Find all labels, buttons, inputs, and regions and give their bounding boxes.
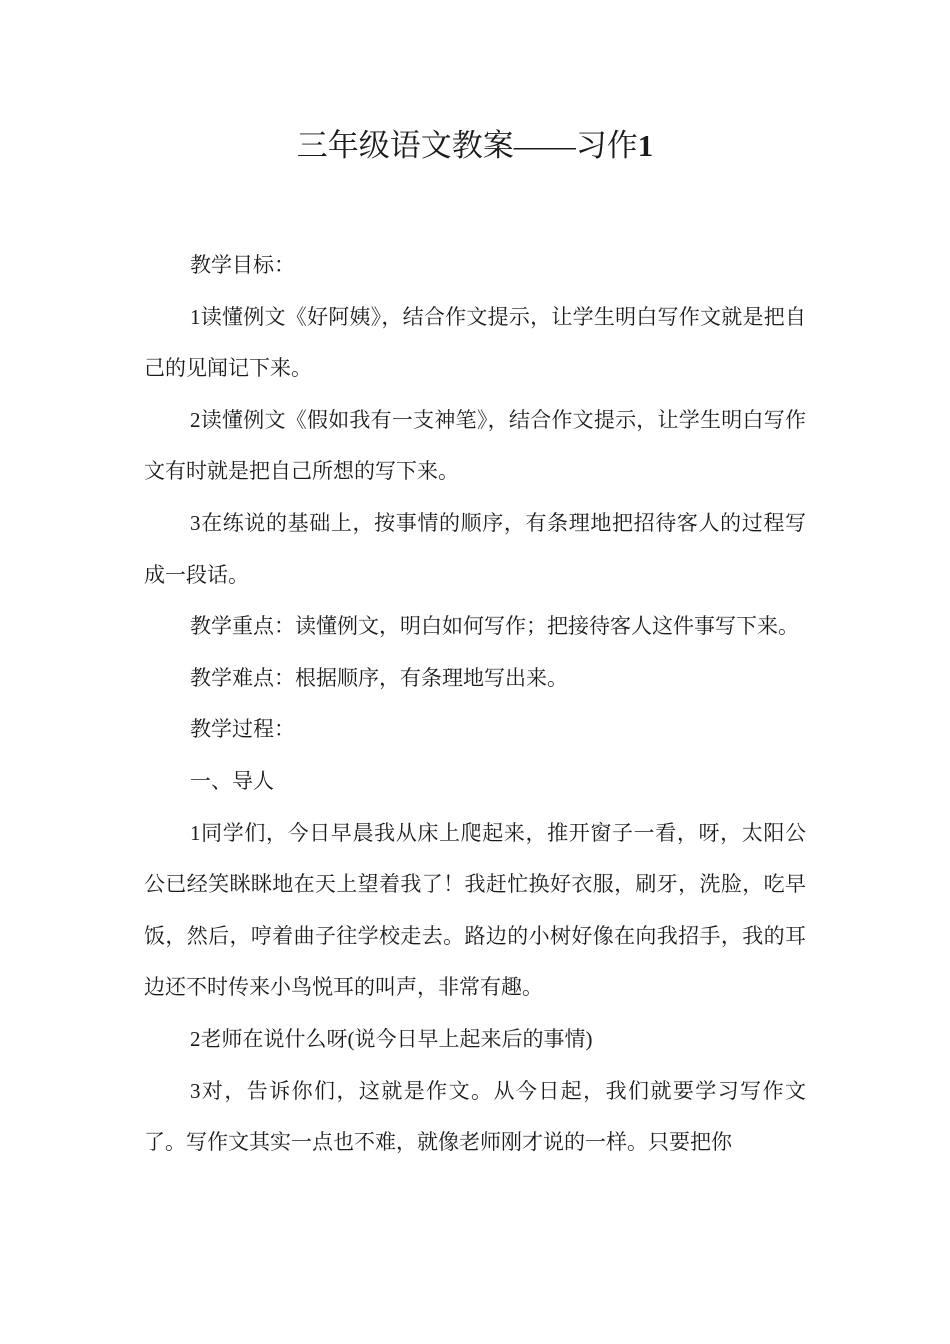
paragraph-step-3: 3对，告诉你们，这就是作文。从今日起，我们就要学习写作文了。写作文其实一点也不难，就像老师刚才说的一样。只要把你 (144, 1078, 806, 1155)
paragraph-step-1: 1同学们，今日早晨我从床上爬起来，推开窗子一看，呀，太阳公公已经笑眯眯地在天上望着我了！我赶忙换好衣服，刷牙，洗脸，吃早饭，然后，哼着曲子往学校走去。路边的小树好像在向我招手，我的耳边还不时传来小鸟悦耳的叫声，非常有趣。 (144, 820, 806, 1000)
document-body (144, 240, 806, 1169)
paragraph-objective-1: 1读懂例文《好阿姨》，结合作文提示，让学生明白写作文就是把自己的见闻记下来。 (144, 304, 806, 381)
paragraph-difficulties: 教学难点：根据顺序，有条理地写出来。 (190, 665, 568, 690)
paragraph-objectives-heading: 教学目标： (190, 253, 295, 277)
title-text: 三年级语文教案——习作 (296, 128, 638, 163)
paragraph-process-heading: 教学过程： (190, 717, 295, 742)
paragraph-objective-3: 3在练说的基础上，按事情的顺序，有条理地把招待客人的过程写成一段话。 (144, 510, 806, 587)
title-number: 1 (637, 128, 654, 163)
paragraph-section-intro: 一、导人 (190, 768, 274, 793)
paragraph-step-2: 2老师在说什么呀(说今日早上起来后的事情) (190, 1026, 593, 1051)
paragraph-key-points: 教学重点：读懂例文，明白如何写作；把接待客人这件事写下来。 (190, 614, 799, 639)
paragraph-objective-2: 2读懂例文《假如我有一支神笔》，结合作文提示，让学生明白写作文有时就是把自己所想的写下来。 (144, 407, 806, 484)
document-title (0, 122, 950, 170)
